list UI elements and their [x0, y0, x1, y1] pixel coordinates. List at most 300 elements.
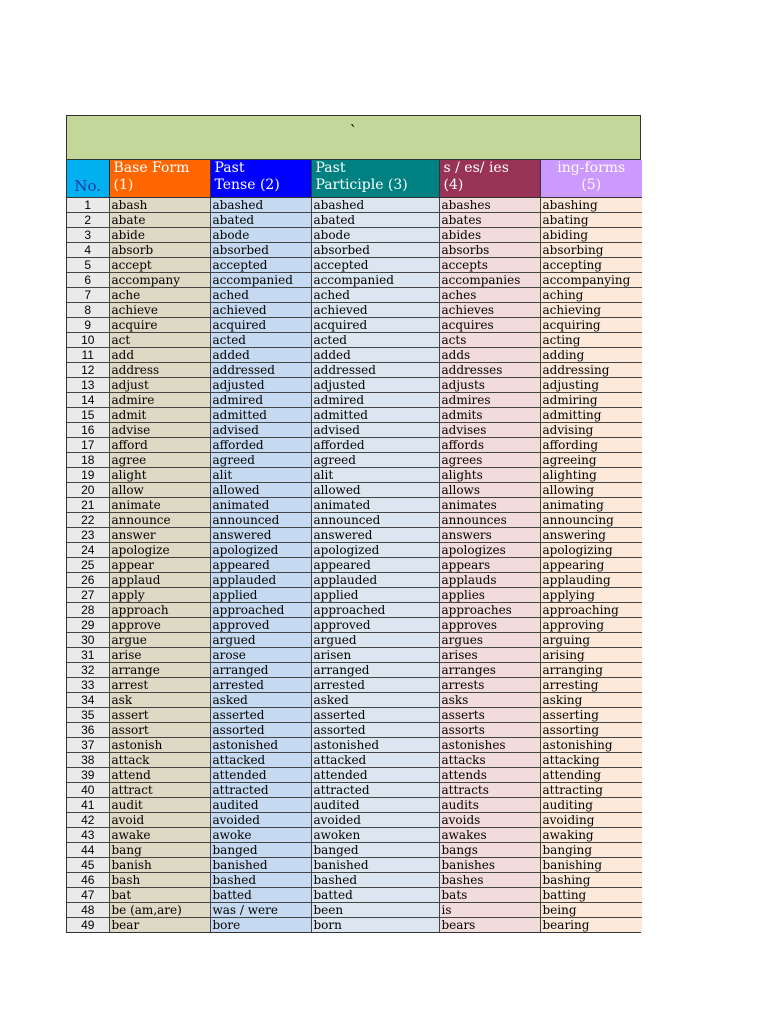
base-form-cell: address [109, 363, 210, 378]
s-es-ies-form-cell: attracts [439, 783, 540, 798]
verb-forms-sheet [66, 115, 641, 933]
table-row [67, 258, 642, 273]
base-form-cell: announce [109, 513, 210, 528]
base-form-cell: abide [109, 228, 210, 243]
row-number-cell: 6 [67, 273, 109, 288]
base-form-cell: audit [109, 798, 210, 813]
s-es-ies-form-cell: admits [439, 408, 540, 423]
ing-form-cell: answering [540, 528, 642, 543]
table-row [67, 903, 642, 918]
past-participle-cell: born [311, 918, 439, 933]
table-row [67, 453, 642, 468]
row-number-cell: 14 [67, 393, 109, 408]
base-form-cell: assert [109, 708, 210, 723]
ing-form-cell: achieving [540, 303, 642, 318]
past-tense-cell: agreed [210, 453, 311, 468]
ing-form-cell: applauding [540, 573, 642, 588]
s-es-ies-form-cell: bats [439, 888, 540, 903]
ing-form-cell: admitting [540, 408, 642, 423]
ing-form-cell: bashing [540, 873, 642, 888]
past-tense-cell: announced [210, 513, 311, 528]
base-form-cell: admire [109, 393, 210, 408]
s-es-ies-form-cell: acts [439, 333, 540, 348]
s-es-ies-form-cell: accepts [439, 258, 540, 273]
table-row [67, 888, 642, 903]
table-row [67, 408, 642, 423]
base-form-cell: abash [109, 198, 210, 213]
past-participle-cell: asked [311, 693, 439, 708]
row-number-cell: 15 [67, 408, 109, 423]
base-form-cell: attend [109, 768, 210, 783]
ing-form-cell: applying [540, 588, 642, 603]
past-participle-cell: agreed [311, 453, 439, 468]
table-row [67, 828, 642, 843]
past-tense-cell: asked [210, 693, 311, 708]
base-form-cell: awake [109, 828, 210, 843]
ing-form-cell: being [540, 903, 642, 918]
table-row [67, 918, 642, 933]
row-number-cell: 45 [67, 858, 109, 873]
row-number-cell: 11 [67, 348, 109, 363]
ing-form-cell: adding [540, 348, 642, 363]
past-tense-cell: absorbed [210, 243, 311, 258]
table-row [67, 378, 642, 393]
s-es-ies-form-cell: abashes [439, 198, 540, 213]
row-number-cell: 19 [67, 468, 109, 483]
ing-form-cell: bearing [540, 918, 642, 933]
base-form-cell: approach [109, 603, 210, 618]
table-row [67, 513, 642, 528]
row-number-cell: 43 [67, 828, 109, 843]
ing-form-cell: awaking [540, 828, 642, 843]
s-es-ies-form-cell: announces [439, 513, 540, 528]
s-es-ies-form-cell: argues [439, 633, 540, 648]
s-es-ies-form-cell: approaches [439, 603, 540, 618]
past-tense-cell: avoided [210, 813, 311, 828]
past-tense-cell: admired [210, 393, 311, 408]
table-row [67, 738, 642, 753]
past-participle-cell: acquired [311, 318, 439, 333]
table-row [67, 663, 642, 678]
table-row [67, 768, 642, 783]
base-form-cell: approve [109, 618, 210, 633]
ing-form-cell: apologizing [540, 543, 642, 558]
s-es-ies-form-cell: arrests [439, 678, 540, 693]
past-tense-cell: attracted [210, 783, 311, 798]
row-number-cell: 44 [67, 843, 109, 858]
past-participle-cell: accompanied [311, 273, 439, 288]
ing-form-cell: arranging [540, 663, 642, 678]
ing-form-cell: acquiring [540, 318, 642, 333]
s-es-ies-form-cell: accompanies [439, 273, 540, 288]
past-participle-cell: avoided [311, 813, 439, 828]
table-row [67, 528, 642, 543]
row-number-cell: 20 [67, 483, 109, 498]
past-tense-cell: addressed [210, 363, 311, 378]
ing-form-cell: admiring [540, 393, 642, 408]
past-tense-cell: abated [210, 213, 311, 228]
past-participle-cell: achieved [311, 303, 439, 318]
ing-form-cell: announcing [540, 513, 642, 528]
table-row [67, 783, 642, 798]
table-row [67, 798, 642, 813]
ing-form-cell: attacking [540, 753, 642, 768]
row-number-cell: 42 [67, 813, 109, 828]
header-row [67, 160, 642, 198]
table-row [67, 243, 642, 258]
base-form-cell: bear [109, 918, 210, 933]
past-tense-cell: audited [210, 798, 311, 813]
verb-table [67, 160, 642, 932]
s-es-ies-form-cell: asks [439, 693, 540, 708]
base-form-cell: adjust [109, 378, 210, 393]
row-number-cell: 36 [67, 723, 109, 738]
past-participle-cell: animated [311, 498, 439, 513]
table-row [67, 648, 642, 663]
base-form-cell: allow [109, 483, 210, 498]
past-participle-cell: audited [311, 798, 439, 813]
s-es-ies-form-cell: abates [439, 213, 540, 228]
table-row [67, 228, 642, 243]
row-number-cell: 9 [67, 318, 109, 333]
table-row [67, 303, 642, 318]
past-tense-cell: bore [210, 918, 311, 933]
ing-form-cell: abating [540, 213, 642, 228]
ing-form-cell: arguing [540, 633, 642, 648]
base-form-cell: arrange [109, 663, 210, 678]
row-number-cell: 7 [67, 288, 109, 303]
past-tense-cell: apologized [210, 543, 311, 558]
past-participle-cell: arrested [311, 678, 439, 693]
row-number-cell: 37 [67, 738, 109, 753]
ing-form-cell: allowing [540, 483, 642, 498]
s-es-ies-form-cell: attends [439, 768, 540, 783]
past-tense-cell: attended [210, 768, 311, 783]
row-number-cell: 10 [67, 333, 109, 348]
past-participle-cell: asserted [311, 708, 439, 723]
table-row [67, 393, 642, 408]
base-form-cell: acquire [109, 318, 210, 333]
base-form-cell: abate [109, 213, 210, 228]
table-row [67, 498, 642, 513]
header-base-form: Base Form (1) [109, 160, 210, 198]
table-row [67, 753, 642, 768]
ing-form-cell: absorbing [540, 243, 642, 258]
base-form-cell: appear [109, 558, 210, 573]
table-row [67, 558, 642, 573]
past-participle-cell: banished [311, 858, 439, 873]
s-es-ies-form-cell: agrees [439, 453, 540, 468]
table-row [67, 603, 642, 618]
ing-form-cell: addressing [540, 363, 642, 378]
past-participle-cell: banged [311, 843, 439, 858]
row-number-cell: 21 [67, 498, 109, 513]
base-form-cell: ask [109, 693, 210, 708]
base-form-cell: attack [109, 753, 210, 768]
s-es-ies-form-cell: affords [439, 438, 540, 453]
ing-form-cell: arresting [540, 678, 642, 693]
base-form-cell: alight [109, 468, 210, 483]
s-es-ies-form-cell: applies [439, 588, 540, 603]
s-es-ies-form-cell: attacks [439, 753, 540, 768]
s-es-ies-form-cell: advises [439, 423, 540, 438]
ing-form-cell: banging [540, 843, 642, 858]
table-row [67, 483, 642, 498]
past-participle-cell: batted [311, 888, 439, 903]
base-form-cell: apologize [109, 543, 210, 558]
ing-form-cell: adjusting [540, 378, 642, 393]
base-form-cell: assort [109, 723, 210, 738]
s-es-ies-form-cell: allows [439, 483, 540, 498]
s-es-ies-form-cell: alights [439, 468, 540, 483]
past-tense-cell: astonished [210, 738, 311, 753]
past-tense-cell: animated [210, 498, 311, 513]
ing-form-cell: acting [540, 333, 642, 348]
s-es-ies-form-cell: adjusts [439, 378, 540, 393]
past-tense-cell: assorted [210, 723, 311, 738]
ing-form-cell: agreeing [540, 453, 642, 468]
row-number-cell: 22 [67, 513, 109, 528]
past-participle-cell: advised [311, 423, 439, 438]
row-number-cell: 48 [67, 903, 109, 918]
past-tense-cell: achieved [210, 303, 311, 318]
table-row [67, 678, 642, 693]
s-es-ies-form-cell: approves [439, 618, 540, 633]
past-participle-cell: afforded [311, 438, 439, 453]
past-participle-cell: arisen [311, 648, 439, 663]
s-es-ies-form-cell: bears [439, 918, 540, 933]
header-ing-forms: ing-forms (5) [540, 160, 642, 198]
base-form-cell: arrest [109, 678, 210, 693]
s-es-ies-form-cell: assorts [439, 723, 540, 738]
past-participle-cell: arranged [311, 663, 439, 678]
s-es-ies-form-cell: astonishes [439, 738, 540, 753]
s-es-ies-form-cell: admires [439, 393, 540, 408]
table-row [67, 363, 642, 378]
table-row [67, 573, 642, 588]
table-row [67, 618, 642, 633]
table-row [67, 723, 642, 738]
base-form-cell: advise [109, 423, 210, 438]
past-participle-cell: approached [311, 603, 439, 618]
s-es-ies-form-cell: abides [439, 228, 540, 243]
base-form-cell: ache [109, 288, 210, 303]
table-row [67, 333, 642, 348]
row-number-cell: 24 [67, 543, 109, 558]
s-es-ies-form-cell: answers [439, 528, 540, 543]
table-row [67, 588, 642, 603]
table-row [67, 543, 642, 558]
header-past-tense: Past Tense (2) [210, 160, 311, 198]
row-number-cell: 26 [67, 573, 109, 588]
s-es-ies-form-cell: adds [439, 348, 540, 363]
past-participle-cell: announced [311, 513, 439, 528]
past-participle-cell: accepted [311, 258, 439, 273]
past-tense-cell: abode [210, 228, 311, 243]
past-participle-cell: bashed [311, 873, 439, 888]
table-row [67, 873, 642, 888]
s-es-ies-form-cell: addresses [439, 363, 540, 378]
base-form-cell: attract [109, 783, 210, 798]
s-es-ies-form-cell: applauds [439, 573, 540, 588]
base-form-cell: banish [109, 858, 210, 873]
row-number-cell: 32 [67, 663, 109, 678]
past-tense-cell: ached [210, 288, 311, 303]
base-form-cell: absorb [109, 243, 210, 258]
base-form-cell: astonish [109, 738, 210, 753]
header-no: No. [67, 160, 109, 198]
row-number-cell: 29 [67, 618, 109, 633]
table-row [67, 288, 642, 303]
ing-form-cell: approaching [540, 603, 642, 618]
past-tense-cell: added [210, 348, 311, 363]
row-number-cell: 13 [67, 378, 109, 393]
base-form-cell: applaud [109, 573, 210, 588]
past-tense-cell: approved [210, 618, 311, 633]
row-number-cell: 4 [67, 243, 109, 258]
past-tense-cell: bashed [210, 873, 311, 888]
row-number-cell: 3 [67, 228, 109, 243]
s-es-ies-form-cell: acquires [439, 318, 540, 333]
past-participle-cell: abashed [311, 198, 439, 213]
past-tense-cell: argued [210, 633, 311, 648]
ing-form-cell: advising [540, 423, 642, 438]
s-es-ies-form-cell: banishes [439, 858, 540, 873]
past-tense-cell: attacked [210, 753, 311, 768]
row-number-cell: 30 [67, 633, 109, 648]
past-participle-cell: alit [311, 468, 439, 483]
row-number-cell: 18 [67, 453, 109, 468]
past-participle-cell: answered [311, 528, 439, 543]
base-form-cell: arise [109, 648, 210, 663]
past-tense-cell: awoke [210, 828, 311, 843]
past-participle-cell: apologized [311, 543, 439, 558]
table-row [67, 468, 642, 483]
s-es-ies-form-cell: is [439, 903, 540, 918]
past-participle-cell: astonished [311, 738, 439, 753]
ing-form-cell: banishing [540, 858, 642, 873]
base-form-cell: be (am,are) [109, 903, 210, 918]
base-form-cell: accept [109, 258, 210, 273]
row-number-cell: 12 [67, 363, 109, 378]
base-form-cell: act [109, 333, 210, 348]
past-tense-cell: applied [210, 588, 311, 603]
ing-form-cell: affording [540, 438, 642, 453]
s-es-ies-form-cell: bashes [439, 873, 540, 888]
row-number-cell: 35 [67, 708, 109, 723]
base-form-cell: agree [109, 453, 210, 468]
row-number-cell: 25 [67, 558, 109, 573]
table-row [67, 318, 642, 333]
past-participle-cell: argued [311, 633, 439, 648]
ing-form-cell: asserting [540, 708, 642, 723]
row-number-cell: 2 [67, 213, 109, 228]
table-row [67, 348, 642, 363]
ing-form-cell: attending [540, 768, 642, 783]
ing-form-cell: aching [540, 288, 642, 303]
past-participle-cell: acted [311, 333, 439, 348]
base-form-cell: accompany [109, 273, 210, 288]
s-es-ies-form-cell: awakes [439, 828, 540, 843]
past-tense-cell: banished [210, 858, 311, 873]
row-number-cell: 23 [67, 528, 109, 543]
ing-form-cell: abashing [540, 198, 642, 213]
table-row [67, 813, 642, 828]
row-number-cell: 17 [67, 438, 109, 453]
base-form-cell: add [109, 348, 210, 363]
past-participle-cell: approved [311, 618, 439, 633]
base-form-cell: apply [109, 588, 210, 603]
past-tense-cell: afforded [210, 438, 311, 453]
row-number-cell: 8 [67, 303, 109, 318]
s-es-ies-form-cell: achieves [439, 303, 540, 318]
ing-form-cell: accompanying [540, 273, 642, 288]
base-form-cell: animate [109, 498, 210, 513]
s-es-ies-form-cell: arranges [439, 663, 540, 678]
past-participle-cell: assorted [311, 723, 439, 738]
past-tense-cell: arranged [210, 663, 311, 678]
past-participle-cell: adjusted [311, 378, 439, 393]
past-tense-cell: banged [210, 843, 311, 858]
s-es-ies-form-cell: appears [439, 558, 540, 573]
table-row [67, 438, 642, 453]
ing-form-cell: arising [540, 648, 642, 663]
row-number-cell: 47 [67, 888, 109, 903]
ing-form-cell: batting [540, 888, 642, 903]
s-es-ies-form-cell: audits [439, 798, 540, 813]
row-number-cell: 31 [67, 648, 109, 663]
ing-form-cell: asking [540, 693, 642, 708]
past-tense-cell: allowed [210, 483, 311, 498]
table-row [67, 708, 642, 723]
base-form-cell: answer [109, 528, 210, 543]
s-es-ies-form-cell: animates [439, 498, 540, 513]
row-number-cell: 40 [67, 783, 109, 798]
ing-form-cell: appearing [540, 558, 642, 573]
base-form-cell: bang [109, 843, 210, 858]
past-tense-cell: adjusted [210, 378, 311, 393]
ing-form-cell: attracting [540, 783, 642, 798]
past-tense-cell: asserted [210, 708, 311, 723]
title-band [67, 116, 640, 160]
row-number-cell: 33 [67, 678, 109, 693]
row-number-cell: 34 [67, 693, 109, 708]
ing-form-cell: accepting [540, 258, 642, 273]
past-tense-cell: accompanied [210, 273, 311, 288]
base-form-cell: afford [109, 438, 210, 453]
past-participle-cell: admitted [311, 408, 439, 423]
header-past-participle: Past Participle (3) [311, 160, 439, 198]
past-participle-cell: admired [311, 393, 439, 408]
s-es-ies-form-cell: asserts [439, 708, 540, 723]
s-es-ies-form-cell: absorbs [439, 243, 540, 258]
past-participle-cell: attended [311, 768, 439, 783]
row-number-cell: 39 [67, 768, 109, 783]
past-tense-cell: acted [210, 333, 311, 348]
past-participle-cell: ached [311, 288, 439, 303]
ing-form-cell: approving [540, 618, 642, 633]
past-participle-cell: abated [311, 213, 439, 228]
table-row [67, 633, 642, 648]
past-participle-cell: attacked [311, 753, 439, 768]
past-tense-cell: appeared [210, 558, 311, 573]
table-row [67, 843, 642, 858]
past-tense-cell: abashed [210, 198, 311, 213]
past-participle-cell: addressed [311, 363, 439, 378]
table-row [67, 273, 642, 288]
past-tense-cell: accepted [210, 258, 311, 273]
base-form-cell: achieve [109, 303, 210, 318]
